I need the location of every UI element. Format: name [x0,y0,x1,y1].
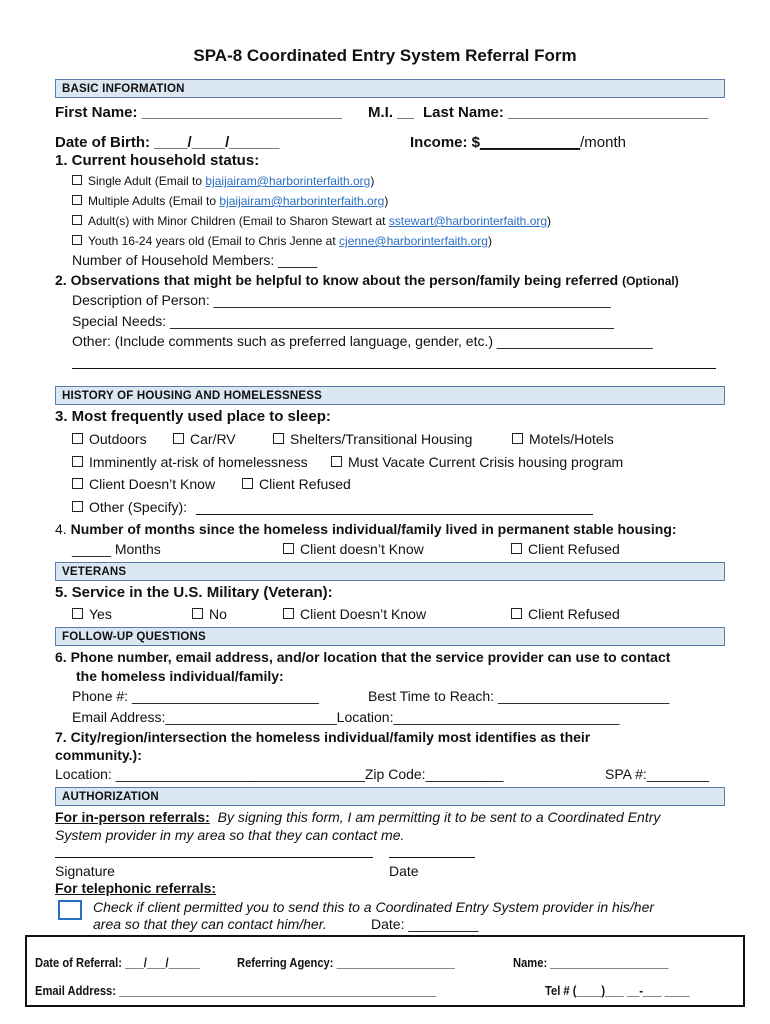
in-person-referrals-cont: System provider in my area so that they can contact me. [55,827,405,843]
checkbox[interactable] [273,433,284,444]
question-3: 3. Most frequently used place to sleep: [55,408,331,425]
household-option[interactable]: Multiple Adults (Email to bjaijairam@harborinterfaith.org) [72,194,388,208]
referral-info-box [25,935,745,1007]
special-needs-field[interactable]: Special Needs: _________________________________________________________ [72,313,614,329]
signature-label: Signature [55,863,115,879]
checkbox[interactable] [72,175,82,185]
option-imminent-risk[interactable]: Imminently at-risk of homelessness [72,454,308,470]
description-field[interactable]: Description of Person: ___________________________________________________ [72,292,611,308]
veteran-no[interactable]: No [192,606,227,622]
checkbox[interactable] [72,456,83,467]
income-unit: /month [580,134,626,151]
checkbox[interactable] [511,543,522,554]
veteran-doesnt-know[interactable]: Client Doesn’t Know [283,606,426,622]
section-basic-information: BASIC INFORMATION [55,79,725,98]
checkbox[interactable] [72,433,83,444]
section-veterans: VETERANS [55,562,725,581]
signature-line[interactable] [55,857,373,858]
household-option[interactable]: Adult(s) with Minor Children (Email to Sharon Stewart at sstewart@harborinterfaith.org) [72,214,551,228]
question-5: 5. Service in the U.S. Military (Veteran): [55,584,333,601]
other-specify-line[interactable] [196,514,593,515]
email-link[interactable]: sstewart@harborinterfaith.org [388,214,548,228]
question-4: 4. Number of months since the homeless individual/family lived in permanent stable housing: [55,521,677,537]
referrer-email-field[interactable]: Email Address: ___________________________________________________ [35,983,437,998]
first-name-field[interactable]: First Name: ________________________ [55,104,342,121]
referrer-name-field[interactable]: Name: ___________________ [513,955,669,970]
best-time-field[interactable]: Best Time to Reach: ______________________ [368,688,670,704]
option-motels[interactable]: Motels/Hotels [512,431,614,447]
other-comments-field[interactable]: Other: (Include comments such as preferred language, gender, etc.) ____________________ [72,333,653,349]
checkbox[interactable] [242,478,253,489]
q4-client-refused[interactable]: Client Refused [511,541,620,557]
option-other[interactable]: Other (Specify): [72,499,187,515]
question-1: 1. Current household status: [55,152,260,169]
checkbox[interactable] [283,608,294,619]
telephonic-text-cont: area so that they can contact him/her. [93,916,327,932]
blank-line[interactable] [72,368,716,369]
q4-client-doesnt-know[interactable]: Client doesn’t Know [283,541,424,557]
email-link[interactable]: bjaijairam@harborinterfaith.org [205,174,371,188]
telephonic-referrals: For telephonic referrals: [55,880,217,896]
date-label: Date [389,863,419,879]
question-6-cont: the homeless individual/family: [76,668,284,684]
checkbox[interactable] [192,608,203,619]
referrer-tel-field[interactable]: Tel # (____)___ __-___ ____ [545,983,690,998]
referring-agency-field[interactable]: Referring Agency: ___________________ [237,955,455,970]
checkbox[interactable] [72,478,83,489]
date-of-referral-field[interactable]: Date of Referral: ___/___/_____ [35,955,200,970]
email-link[interactable]: cjenne@harborinterfaith.org [339,234,488,248]
phone-field[interactable]: Phone #: ________________________ [72,688,319,704]
question-7-cont: community.): [55,747,142,763]
date-line[interactable] [389,857,475,858]
question-2: 2. Observations that might be helpful to know about the person/family being referred (Optional) [55,272,679,288]
date-of-birth-field[interactable]: Date of Birth: ____/____/______ [55,134,280,151]
checkbox[interactable] [512,433,523,444]
email-link[interactable]: bjaijairam@harborinterfaith.org [219,194,385,208]
option-client-refused[interactable]: Client Refused [242,476,351,492]
household-option[interactable]: Single Adult (Email to bjaijairam@harborinterfaith.org) [72,174,374,188]
income-label: Income: $ [410,134,481,151]
location-zip-field[interactable]: Location: ________________________________Zip Code:__________ [55,766,504,782]
section-authorization: AUTHORIZATION [55,787,725,806]
spa-field[interactable]: SPA #:________ [605,766,710,782]
checkbox[interactable] [72,195,82,205]
income-blank: ____________ [480,134,581,151]
telephonic-text: Check if client permitted you to send this to a Coordinated Entry System provider in his/her [93,899,655,915]
consent-checkbox[interactable] [58,900,82,920]
checkbox[interactable] [72,215,82,225]
option-must-vacate[interactable]: Must Vacate Current Crisis housing program [331,454,623,470]
option-shelters[interactable]: Shelters/Transitional Housing [273,431,472,447]
form-title: SPA-8 Coordinated Entry System Referral Form [193,46,577,65]
telephonic-date-field[interactable]: Date: _________ [371,916,479,932]
last-name-field[interactable]: Last Name: ________________________ [423,104,709,121]
section-follow-up: FOLLOW-UP QUESTIONS [55,627,725,646]
months-field[interactable]: _____ Months [72,541,161,557]
section-history: HISTORY OF HOUSING AND HOMELESSNESS [55,386,725,405]
option-car-rv[interactable]: Car/RV [173,431,236,447]
question-6: 6. Phone number, email address, and/or location that the service provider can use to contact [55,649,671,665]
option-outdoors[interactable]: Outdoors [72,431,147,447]
checkbox[interactable] [173,433,184,444]
option-client-doesnt-know[interactable]: Client Doesn’t Know [72,476,215,492]
checkbox[interactable] [72,501,83,512]
checkbox[interactable] [283,543,294,554]
household-option[interactable]: Youth 16-24 years old (Email to Chris Jenne at cjenne@harborinterfaith.org) [72,234,492,248]
question-7: 7. City/region/intersection the homeless individual/family most identifies as their [55,729,591,745]
middle-initial-field[interactable]: M.I. __ [368,104,414,121]
checkbox[interactable] [511,608,522,619]
checkbox[interactable] [331,456,342,467]
household-members-field[interactable]: Number of Household Members: _____ [72,252,318,268]
veteran-yes[interactable]: Yes [72,606,112,622]
in-person-referrals: For in-person referrals: By signing this form, I am permitting it to be sent to a Coordinated Entry [55,809,661,825]
checkbox[interactable] [72,235,82,245]
veteran-refused[interactable]: Client Refused [511,606,620,622]
income-field[interactable] [410,134,626,151]
checkbox[interactable] [72,608,83,619]
email-location-field[interactable]: Email Address:______________________Location:_____________________________ [72,709,620,725]
